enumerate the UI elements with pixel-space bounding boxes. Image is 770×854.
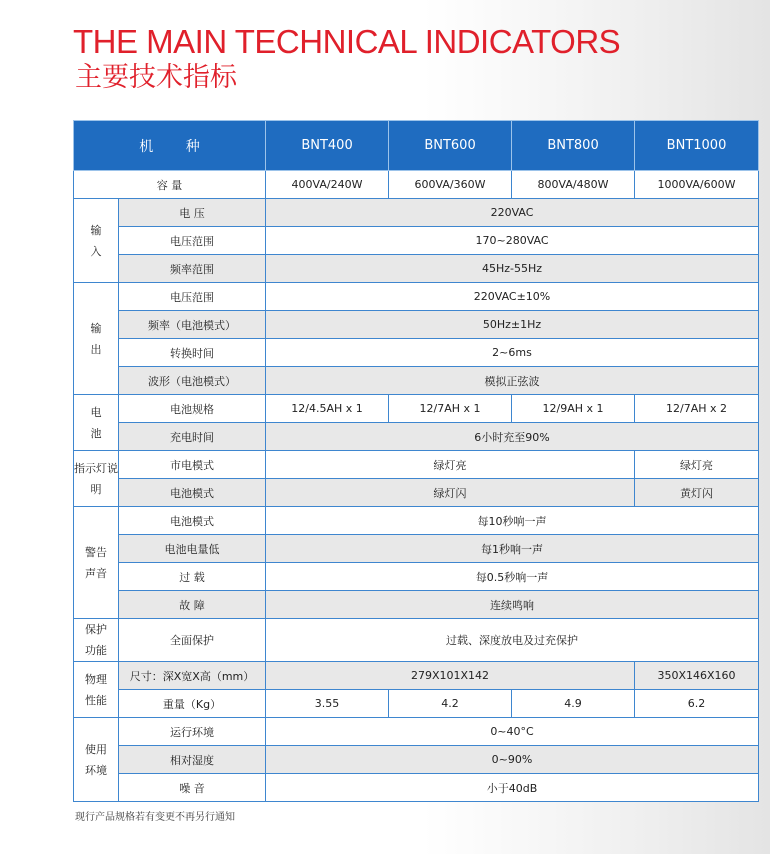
model-bnt400: BNT400 xyxy=(266,121,389,171)
capacity-value: 400VA/240W xyxy=(266,171,389,199)
group-label: 输 入 xyxy=(90,223,102,258)
table-row xyxy=(74,199,759,227)
group-input xyxy=(74,199,119,283)
row-value: 小于40dB xyxy=(266,774,759,802)
row-value: 连续鸣响 xyxy=(266,591,759,619)
table-row xyxy=(74,367,759,395)
row-value: 12/9AH x 1 xyxy=(512,395,635,423)
model-header: 机 种 xyxy=(74,121,266,171)
row-value: 每0.5秒响一声 xyxy=(266,563,759,591)
row-value: 模拟正弦波 xyxy=(266,367,759,395)
table-row xyxy=(74,339,759,367)
row-value: 黄灯闪 xyxy=(635,479,759,507)
group-label: 使用 环境 xyxy=(85,742,107,777)
row-label: 电压范围 xyxy=(119,283,266,311)
row-value: 3.55 xyxy=(266,690,389,718)
row-value: 45Hz-55Hz xyxy=(266,255,759,283)
row-label: 重量（Kg） xyxy=(119,690,266,718)
row-value: 12/7AH x 2 xyxy=(635,395,759,423)
group-label: 警告 声音 xyxy=(85,545,107,580)
row-label: 尺寸：深X宽X高（mm） xyxy=(119,662,266,690)
table-header-row xyxy=(74,121,759,171)
model-bnt600: BNT600 xyxy=(389,121,512,171)
row-value: 2~6ms xyxy=(266,339,759,367)
row-label: 相对湿度 xyxy=(119,746,266,774)
capacity-row xyxy=(74,171,759,199)
row-value: 50Hz±1Hz xyxy=(266,311,759,339)
row-value: 0~40°C xyxy=(266,718,759,746)
table-row xyxy=(74,563,759,591)
row-label: 电压范围 xyxy=(119,227,266,255)
capacity-value: 800VA/480W xyxy=(512,171,635,199)
row-label: 电池模式 xyxy=(119,479,266,507)
table-row xyxy=(74,227,759,255)
group-protection xyxy=(74,619,119,662)
row-label: 过 载 xyxy=(119,563,266,591)
row-label: 电 压 xyxy=(119,199,266,227)
table-row xyxy=(74,591,759,619)
row-label: 故 障 xyxy=(119,591,266,619)
table-row xyxy=(74,619,759,662)
row-value: 350X146X160 xyxy=(635,662,759,690)
row-value: 6小时充至90% xyxy=(266,423,759,451)
row-label: 电池电量低 xyxy=(119,535,266,563)
row-value: 绿灯亮 xyxy=(266,451,635,479)
group-label: 保护 功能 xyxy=(85,623,107,657)
group-output xyxy=(74,283,119,395)
table-row xyxy=(74,479,759,507)
row-value: 12/4.5AH x 1 xyxy=(266,395,389,423)
table-row xyxy=(74,255,759,283)
table-row xyxy=(74,690,759,718)
row-label: 频率范围 xyxy=(119,255,266,283)
row-label: 充电时间 xyxy=(119,423,266,451)
row-value: 每10秒响一声 xyxy=(266,507,759,535)
model-bnt1000: BNT1000 xyxy=(635,121,759,171)
footnote: 现行产品规格若有变更不再另行通知 xyxy=(75,812,235,823)
row-value: 绿灯闪 xyxy=(266,479,635,507)
row-label: 电池模式 xyxy=(119,507,266,535)
model-bnt800: BNT800 xyxy=(512,121,635,171)
capacity-value: 600VA/360W xyxy=(389,171,512,199)
group-alarm xyxy=(74,507,119,619)
row-label: 噪 音 xyxy=(119,774,266,802)
row-value: 220VAC±10% xyxy=(266,283,759,311)
table-row xyxy=(74,311,759,339)
row-value: 279X101X142 xyxy=(266,662,635,690)
row-value: 170~280VAC xyxy=(266,227,759,255)
group-label: 指示灯说明 xyxy=(74,461,118,496)
row-value: 6.2 xyxy=(635,690,759,718)
group-label: 物理 性能 xyxy=(85,672,107,707)
row-value: 4.9 xyxy=(512,690,635,718)
table-row xyxy=(74,774,759,802)
group-label: 电 池 xyxy=(90,405,102,440)
row-label: 市电模式 xyxy=(119,451,266,479)
table-row xyxy=(74,395,759,423)
group-indicator xyxy=(74,451,119,507)
row-value: 0~90% xyxy=(266,746,759,774)
row-label: 频率（电池模式） xyxy=(119,311,266,339)
page-title-english: THE MAIN TECHNICAL INDICATORS xyxy=(73,23,621,60)
group-battery xyxy=(74,395,119,451)
group-label: 输 出 xyxy=(90,321,102,356)
capacity-label: 容 量 xyxy=(74,171,266,199)
group-physical xyxy=(74,662,119,718)
table-row xyxy=(74,746,759,774)
row-label: 波形（电池模式） xyxy=(119,367,266,395)
row-value: 4.2 xyxy=(389,690,512,718)
table-row xyxy=(74,507,759,535)
table-row xyxy=(74,423,759,451)
row-value: 绿灯亮 xyxy=(635,451,759,479)
row-label: 全面保护 xyxy=(119,619,266,662)
page-title-chinese: 主要技术指标 xyxy=(75,62,237,93)
spec-table xyxy=(73,120,759,802)
row-label: 电池规格 xyxy=(119,395,266,423)
table-row xyxy=(74,535,759,563)
row-value: 220VAC xyxy=(266,199,759,227)
row-label: 运行环境 xyxy=(119,718,266,746)
row-value: 过载、深度放电及过充保护 xyxy=(266,619,759,662)
table-row xyxy=(74,283,759,311)
capacity-value: 1000VA/600W xyxy=(635,171,759,199)
row-label: 转换时间 xyxy=(119,339,266,367)
row-value: 12/7AH x 1 xyxy=(389,395,512,423)
table-row xyxy=(74,662,759,690)
group-environment xyxy=(74,718,119,802)
row-value: 每1秒响一声 xyxy=(266,535,759,563)
table-row xyxy=(74,718,759,746)
table-row xyxy=(74,451,759,479)
